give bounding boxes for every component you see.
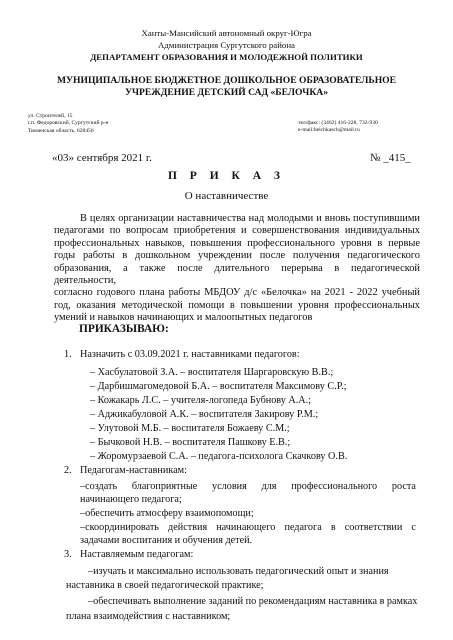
word: для	[261, 481, 277, 492]
preamble-line: умений и навыков начинающих и малоопытных педагогов	[54, 312, 313, 324]
preamble-paragraph	[54, 213, 420, 325]
mentor-line: – Аджикабуловой А.К. – воспитателя Закирову Р.М.;	[90, 409, 319, 420]
header-department-line: ДЕПАРТАМЕНТ ОБРАЗОВАНИЯ И МОЛОДЕЖНОЙ ПОЛИТИКИ	[90, 52, 363, 62]
word: действия	[168, 522, 208, 533]
item3-line2-cont: плана взаимодействия с наставником;	[66, 611, 231, 622]
word: благоприятные	[131, 481, 198, 492]
order-word: ПРИКАЗЫВАЮ:	[79, 323, 169, 335]
org-name-line1: МУНИЦИПАЛЬНОЕ БЮДЖЕТНОЕ ДОШКОЛЬНОЕ ОБРАЗОВАТЕЛЬНОЕ	[56, 75, 397, 86]
preamble-line: образования, а также после длительного перерыва в педагогической деятельности,	[54, 262, 420, 287]
document-title: П Р И К А З	[167, 170, 285, 182]
preamble-line: педагогами по вопросам приобретения и совершенствования индивидуальных	[54, 225, 420, 237]
mentor-line: – Бычковой Н.В. – воспитателя Пашкову Е.В.;	[90, 437, 291, 448]
item1-number: 1.	[64, 349, 72, 360]
header-admin-line: Администрация Сургутского района	[158, 40, 295, 50]
order-date: «03» сентября 2021 г.	[52, 152, 152, 164]
word: начинающего	[216, 522, 276, 533]
word: соответствии	[344, 522, 403, 533]
word: с	[411, 522, 416, 533]
preamble-line: годы работы в дошкольном учреждении после получения педагогического	[54, 250, 420, 262]
order-number: № _415_	[370, 152, 411, 164]
item3-number: 3.	[64, 549, 72, 560]
mentor-line: – Дарбишмагомедовой Б.А. – воспитателя Максимову С.Р.;	[90, 381, 347, 392]
address-town: г.п. Федоровский, Сургутский р-н	[28, 120, 109, 127]
word: в	[330, 522, 336, 533]
item2-line2: –обеспечить атмосферу взаимопомощи;	[80, 508, 254, 519]
item3-line2: –обеспечивать выполнение заданий по рекомендациям наставника в рамках	[88, 596, 418, 607]
contact-email: e-mail:belchkasch@mail.ru	[298, 127, 360, 134]
item1-text: Назначить с 03.09.2021 г. наставниками педагогов:	[80, 349, 300, 360]
address-right	[298, 120, 378, 135]
item2-text: Педагогам-наставникам:	[80, 465, 187, 476]
item3-line1-cont: наставника в своей педагогической практике;	[66, 580, 264, 591]
word: роста	[391, 481, 416, 492]
item2-line1-cont: начинающего педагога;	[80, 494, 182, 505]
word: условия	[212, 481, 247, 492]
mentor-line: – Улутовой М.Б. – воспитателя Божаеву С.М.;	[90, 423, 290, 434]
address-left	[28, 113, 109, 135]
item2-line3	[80, 522, 416, 533]
preamble-line: профессиональных навыков, повышения профессионального уровня в первые	[54, 237, 420, 249]
word: профессионального	[291, 481, 378, 492]
header-region-line: Ханты-Мансийский автономный округ-Югра	[141, 28, 312, 38]
item3-line1: –изучать и максимально использовать педагогический опыт и знания	[88, 566, 389, 577]
mentor-line: – Хасбулатовой З.А. – воспитателя Шаргаровскую В.В.;	[90, 367, 334, 378]
address-region: Тюменская область, 628456	[28, 127, 94, 134]
address-street: ул. Строителей, 15	[28, 113, 73, 119]
org-name-line2: УЧРЕЖДЕНИЕ ДЕТСКИЙ САД «БЕЛОЧКА»	[124, 87, 329, 98]
word: –скоординировать	[80, 522, 159, 533]
word: педагога	[284, 522, 322, 533]
preamble-line: согласно годового плана работы МБДОУ д/с «Белочка» на 2021 - 2022 учебный	[54, 287, 420, 299]
preamble-line: В целях организации наставничества над молодыми и вновь поступившими	[80, 213, 420, 224]
contact-phone: тел/факс: (3462) 416-228, 732-930	[298, 120, 378, 126]
document-subject: О наставничестве	[184, 190, 269, 202]
mentor-line: – Жоромурзаевой С.А. – педагога-психолога Скачкову О.В.	[90, 451, 348, 462]
item3-text: Наставляемым педагогам:	[80, 549, 194, 560]
word: –создать	[80, 481, 118, 492]
preamble-line: год, оказания методической помощи в повышении уровня профессиональных	[54, 299, 420, 311]
item2-line3-cont: задачами воспитания и обучения детей.	[80, 535, 253, 546]
mentor-line: – Кожакарь Л.С. – учителя-логопеда Бубнову А.А.;	[90, 395, 312, 406]
item2-number: 2.	[64, 465, 72, 476]
item2-line1	[80, 481, 416, 492]
